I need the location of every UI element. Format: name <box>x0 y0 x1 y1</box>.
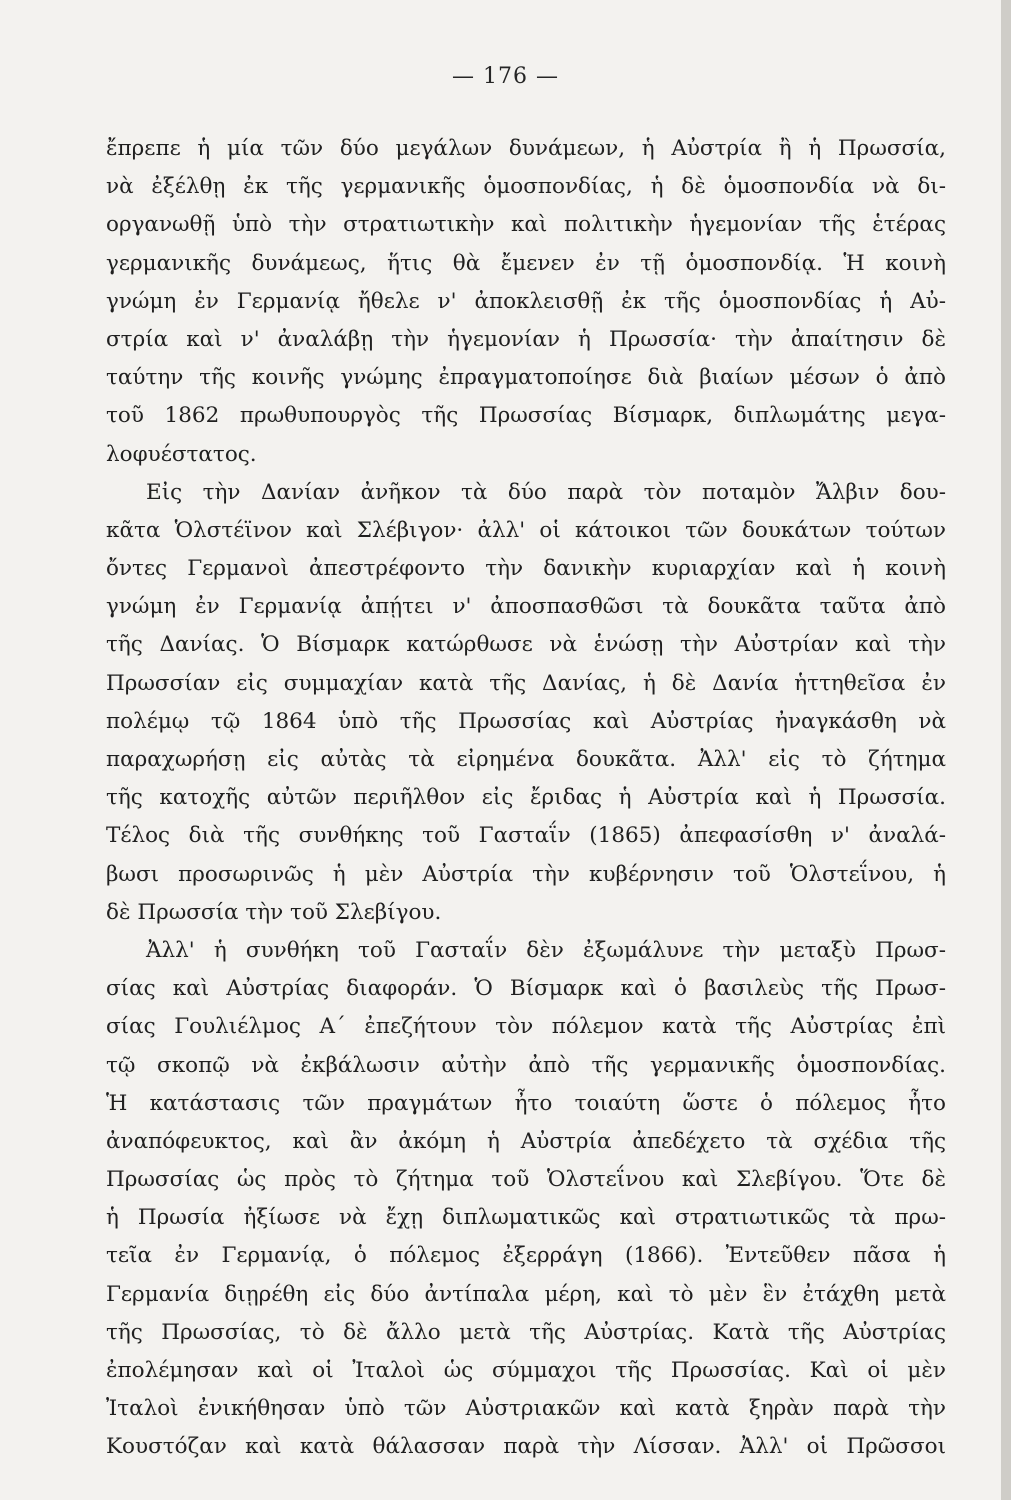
text-line: παραχωρήσῃ εἰς αὐτὰς τὰ εἰρημένα δουκᾶτα. Ἀλλ' εἰς τὸ ζήτημα <box>106 747 946 772</box>
text-line: Ἡ κατάστασις τῶν πραγμάτων ἦτο τοιαύτη ὥστε ὁ πόλεμος ἦτο <box>106 1090 946 1116</box>
text-line: ταύτην τῆς κοινῆς γνώμης ἐπραγματοποίησε διὰ βιαίων μέσων ὁ ἀπὸ <box>106 365 946 391</box>
text-line: σίας Γουλιέλμος Α΄ ἐπεζήτουν τὸν πόλεμον κατὰ τῆς Αὐστρίας ἐπὶ <box>106 1014 946 1040</box>
text-line: τῆς κατοχῆς αὐτῶν περιῆλθον εἰς ἔριδας ἡ Αὐστρία καὶ ἡ Πρωσσία. <box>106 785 946 811</box>
text-line: Εἰς τὴν Δανίαν ἀνῆκον τὰ δύο παρὰ τὸν ποταμὸν Ἄλβιν δου- <box>146 479 946 505</box>
text-line: τῷ σκοπῷ νὰ ἐκβάλωσιν αὐτὴν ἀπὸ τῆς γερμανικῆς ὁμοσπονδίας. <box>106 1052 946 1078</box>
text-line: Γερμανία διῃρέθη εἰς δύο ἀντίπαλα μέρη, καὶ τὸ μὲν ἓν ἐτάχθη μετὰ <box>106 1281 946 1307</box>
page-edge <box>1001 0 1011 1500</box>
text-line: Κουστόζαν καὶ κατὰ θάλασσαν παρὰ τὴν Λίσσαν. Ἀλλ' οἱ Πρῶσσοι <box>106 1434 946 1460</box>
text-line: γνώμη ἐν Γερμανίᾳ ἀπῄτει ν' ἀποσπασθῶσι τὰ δουκᾶτα ταῦτα ἀπὸ <box>106 594 946 620</box>
body-text <box>106 130 946 1467</box>
text-line: σίας καὶ Αὐστρίας διαφοράν. Ὁ Βίσμαρκ καὶ ὁ βασιλεὺς τῆς Πρωσ- <box>106 976 946 1002</box>
text-line: ὄντες Γερμανοὶ ἀπεστρέφοντο τὴν δανικὴν κυριαρχίαν καὶ ἡ κοινὴ <box>106 556 946 582</box>
text-line: τῆς Δανίας. Ὁ Βίσμαρκ κατώρθωσε νὰ ἑνώσῃ τὴν Αὐστρίαν καὶ τὴν <box>106 632 946 658</box>
text-line: ἔπρεπε ἡ μία τῶν δύο μεγάλων δυνάμεων, ἡ Αὐστρία ἢ ἡ Πρωσσία, <box>106 136 946 161</box>
text-line: γερμανικῆς δυνάμεως, ἥτις θὰ ἔμενεν ἐν τῇ ὁμοσπονδίᾳ. Ἡ κοινὴ <box>106 250 946 276</box>
text-line: βωσι προσωρινῶς ἡ μὲν Αὐστρία τὴν κυβέρνησιν τοῦ Ὁλστεΐνου, ἡ <box>106 861 946 887</box>
text-line: τεῖα ἐν Γερμανίᾳ, ὁ πόλεμος ἐξερράγη (1866). Ἐντεῦθεν πᾶσα ἡ <box>106 1243 946 1269</box>
text-line: γνώμη ἐν Γερμανίᾳ ἤθελε ν' ἀποκλεισθῇ ἐκ τῆς ὁμοσπονδίας ἡ Αὐ- <box>106 288 946 314</box>
text-line: στρία καὶ ν' ἀναλάβῃ τὴν ἡγεμονίαν ἡ Πρωσσία· τὴν ἀπαίτησιν δὲ <box>106 326 946 352</box>
text-line: πολέμῳ τῷ 1864 ὑπὸ τῆς Πρωσσίας καὶ Αὐστρίας ἠναγκάσθη νὰ <box>106 708 946 734</box>
text-line: Πρωσσίας ὡς πρὸς τὸ ζήτημα τοῦ Ὁλστεΐνου καὶ Σλεβίγου. Ὅτε δὲ <box>106 1167 946 1193</box>
text-line: κᾶτα Ὁλστέϊνον καὶ Σλέβιγον· ἀλλ' οἱ κάτοικοι τῶν δουκάτων τούτων <box>106 517 946 543</box>
text-line: λοφυέστατος. <box>106 441 257 467</box>
text-line: δὲ Πρωσσία τὴν τοῦ Σλεβίγου. <box>106 899 442 925</box>
text-line: Πρωσσίαν εἰς συμμαχίαν κατὰ τῆς Δανίας, ἡ δὲ Δανία ἡττηθεῖσα ἐν <box>106 670 946 696</box>
text-line: τῆς Πρωσσίας, τὸ δὲ ἄλλο μετὰ τῆς Αὐστρίας. Κατὰ τῆς Αὐστρίας <box>106 1319 946 1345</box>
text-line: Τέλος διὰ τῆς συνθήκης τοῦ Γασταΐν (1865) ἀπεφασίσθη ν' ἀναλά- <box>106 823 946 849</box>
text-line: ἐπολέμησαν καὶ οἱ Ἰταλοὶ ὡς σύμμαχοι τῆς Πρωσσίας. Καὶ οἱ μὲν <box>106 1358 946 1383</box>
text-line: Ἰταλοὶ ἐνικήθησαν ὑπὸ τῶν Αὐστριακῶν καὶ κατὰ ξηρὰν παρὰ τὴν <box>106 1396 946 1422</box>
page-number: — 176 — <box>452 64 559 89</box>
text-line: Ἀλλ' ἡ συνθήκη τοῦ Γασταΐν δὲν ἐξωμάλυνε τὴν μεταξὺ Πρωσ- <box>146 937 946 963</box>
text-line: ἀναπόφευκτος, καὶ ἂν ἀκόμη ἡ Αὐστρία ἀπεδέχετο τὰ σχέδια τῆς <box>106 1128 946 1154</box>
text-line: τοῦ 1862 πρωθυπουργὸς τῆς Πρωσσίας Βίσμαρκ, διπλωμάτης μεγα- <box>106 403 946 429</box>
text-line: νὰ ἐξέλθῃ ἐκ τῆς γερμανικῆς ὁμοσπονδίας, ἡ δὲ ὁμοσπονδία νὰ δι- <box>106 174 946 200</box>
text-line: ἡ Πρωσία ἠξίωσε νὰ ἔχῃ διπλωματικῶς καὶ στρατιωτικῶς τὰ πρω- <box>106 1205 946 1231</box>
text-line: οργανωθῇ ὑπὸ τὴν στρατιωτικὴν καὶ πολιτικὴν ἡγεμονίαν τῆς ἑτέρας <box>106 212 946 238</box>
